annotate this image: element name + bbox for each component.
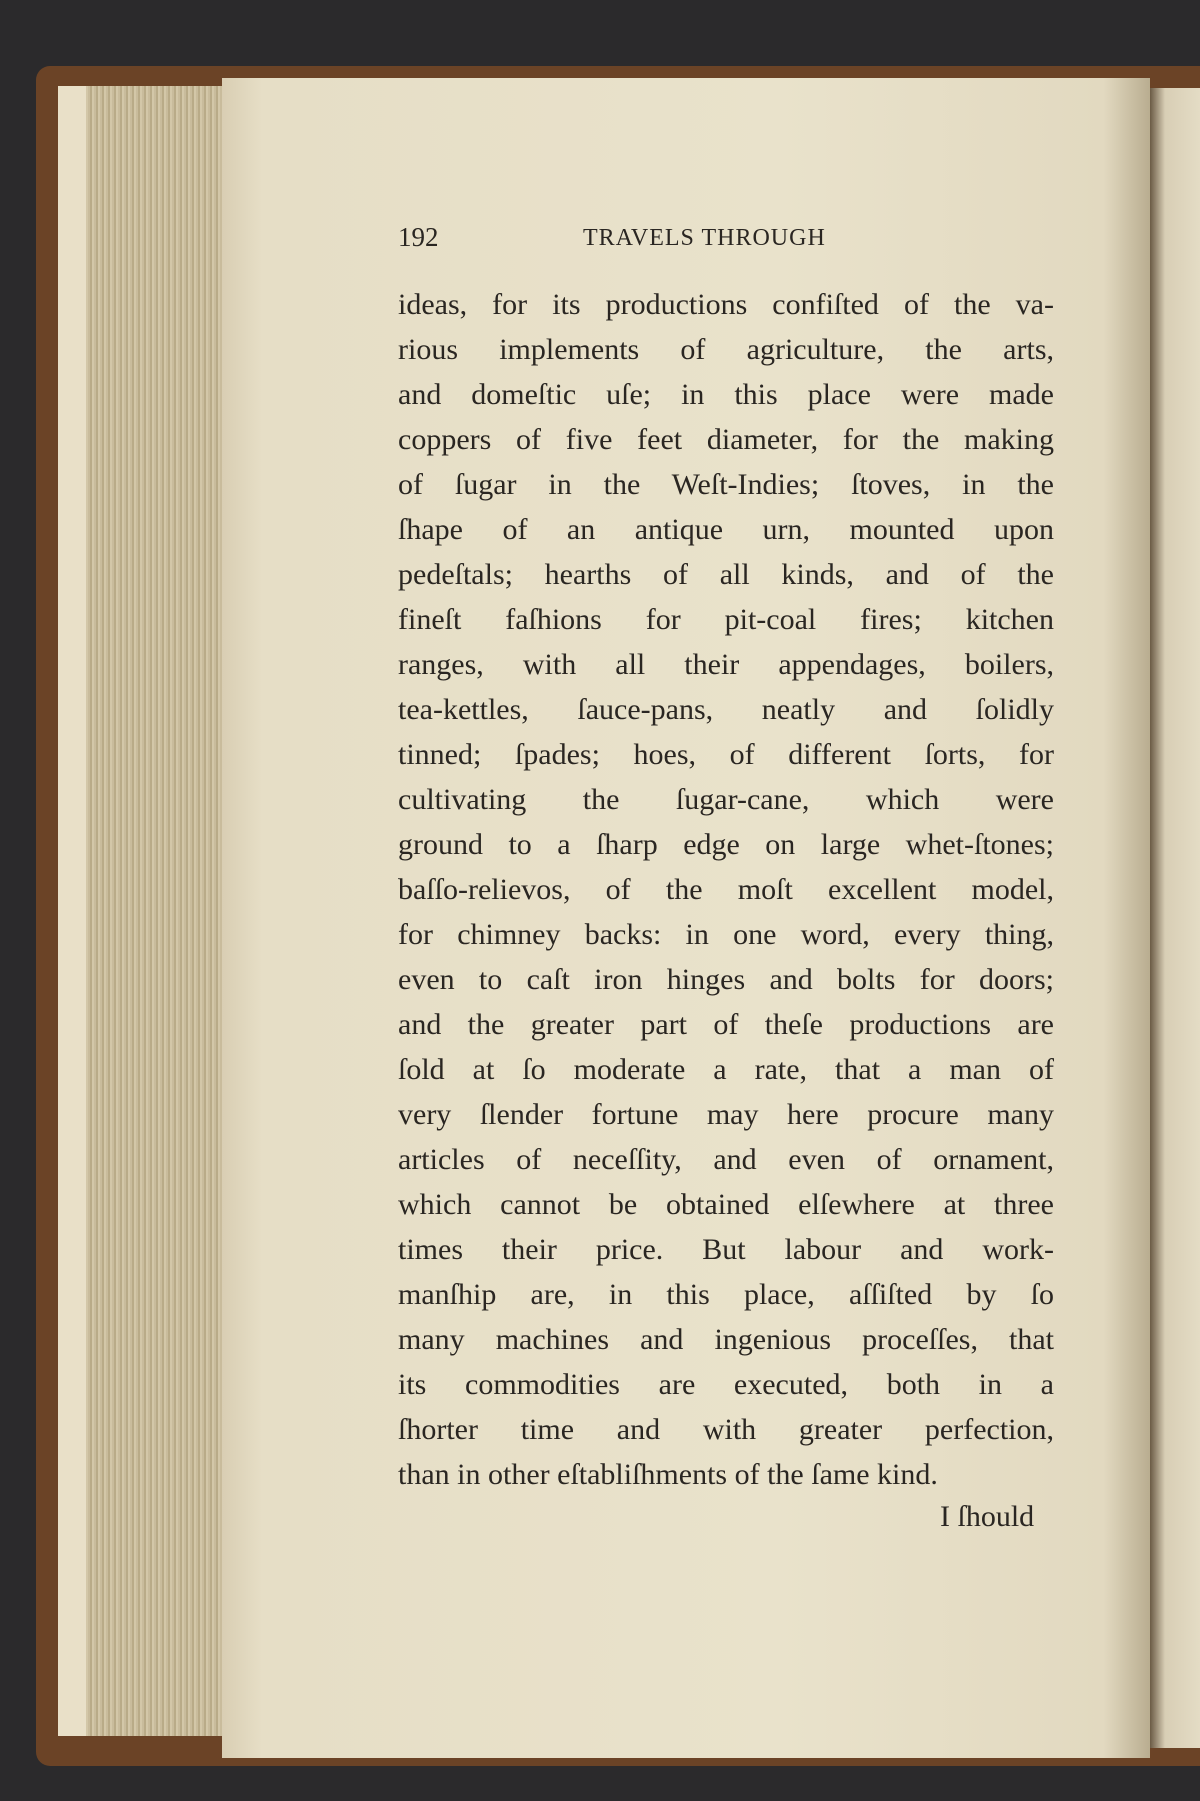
text-line: than in other eſtabliſhments of the ſame kind. bbox=[398, 1458, 938, 1491]
text-line: times their price. But labour and work- bbox=[398, 1233, 1054, 1266]
page-number: 192 bbox=[398, 222, 439, 252]
text-line: baſſo-relievos, of the moſt excellent model, bbox=[398, 873, 1054, 906]
text-line: rious implements of agriculture, the arts, bbox=[398, 333, 1054, 366]
text-line: ground to a ſharp edge on large whet-ſtones; bbox=[398, 828, 1054, 861]
text-line: cultivating the ſugar-cane, which were bbox=[398, 783, 1054, 816]
text-line: manſhip are, in this place, aſſiſted by ſo bbox=[398, 1278, 1054, 1311]
text-line: tinned; ſpades; hoes, of different ſorts, for bbox=[398, 738, 1054, 771]
body-text bbox=[398, 282, 1054, 1497]
text-line: pedeſtals; hearths of all kinds, and of the bbox=[398, 558, 1054, 591]
text-line: and domeſtic uſe; in this place were made bbox=[398, 378, 1054, 411]
text-line: which cannot be obtained elſewhere at three bbox=[398, 1188, 1054, 1221]
text-line: for chimney backs: in one word, every thing, bbox=[398, 918, 1054, 951]
running-head: TRAVELS THROUGH bbox=[583, 225, 826, 251]
text-line: tea-kettles, ſauce-pans, neatly and ſolidly bbox=[398, 693, 1054, 726]
text-line: articles of neceſſity, and even of ornament, bbox=[398, 1143, 1054, 1176]
page-edges bbox=[58, 86, 228, 1736]
text-line: coppers of five feet diameter, for the making bbox=[398, 423, 1054, 456]
text-line: very ſlender fortune may here procure many bbox=[398, 1098, 1054, 1131]
text-line: ideas, for its productions confiſted of the va- bbox=[398, 288, 1054, 321]
text-line: many machines and ingenious proceſſes, that bbox=[398, 1323, 1054, 1356]
text-line: of ſugar in the Weſt-Indies; ſtoves, in the bbox=[398, 468, 1054, 501]
text-line: even to caſt iron hinges and bolts for doors; bbox=[398, 963, 1054, 996]
text-line: fineſt faſhions for pit-coal fires; kitchen bbox=[398, 603, 1054, 636]
text-line: and the greater part of theſe productions are bbox=[398, 1008, 1054, 1041]
page-header bbox=[398, 222, 898, 262]
text-line: its commodities are executed, both in a bbox=[398, 1368, 1054, 1401]
text-line: ſhorter time and with greater perfection, bbox=[398, 1413, 1054, 1446]
catchword: I ſhould bbox=[940, 1500, 1035, 1533]
facing-page-edge bbox=[1150, 88, 1200, 1748]
text-line: ſold at ſo moderate a rate, that a man of bbox=[398, 1053, 1054, 1086]
text-line: ſhape of an antique urn, mounted upon bbox=[398, 513, 1054, 546]
text-line: ranges, with all their appendages, boilers, bbox=[398, 648, 1054, 681]
